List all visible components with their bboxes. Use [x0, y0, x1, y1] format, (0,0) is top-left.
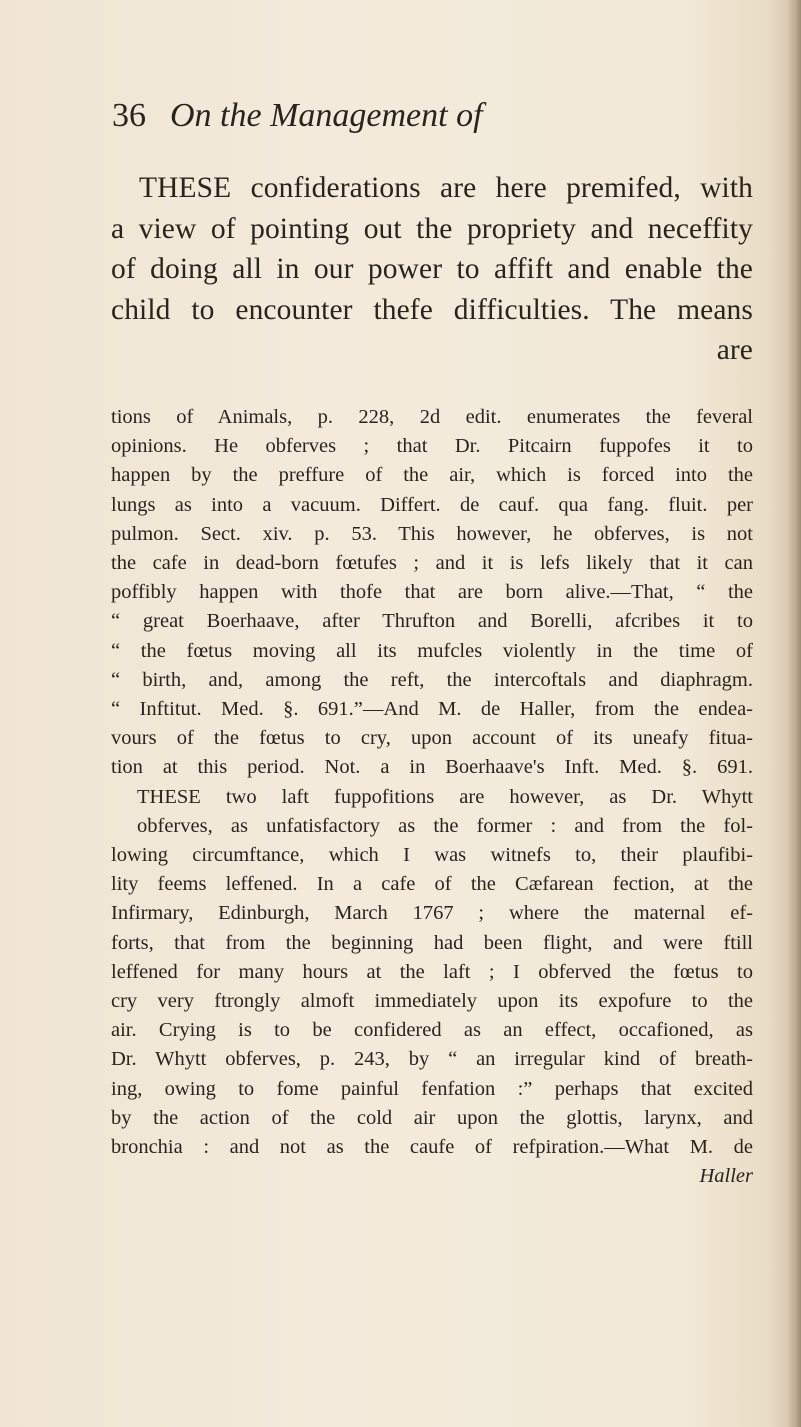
footnote-line: “ Inftitut. Med. §. 691.”—And M. de Haller, from the endea-	[111, 698, 753, 721]
footnote-line: air. Crying is to be confidered as an effect, occafioned, as	[111, 1019, 753, 1042]
footnote-line: by the action of the cold air upon the glottis, larynx, and	[111, 1106, 753, 1129]
footnote-line: lowing circumftance, which I was witnefs to, their plaufibi-	[111, 844, 753, 867]
footnote-line: leffened for many hours at the laft ; I obferved the fœtus to	[111, 960, 753, 983]
footnote-line: opinions. He obferves ; that Dr. Pitcairn fuppofes it to	[111, 435, 753, 458]
footnote-line: poffibly happen with thofe that are born alive.—That, “ the	[111, 581, 753, 604]
footnote-line: Dr. Whytt obferves, p. 243, by “ an irregular kind of breath-	[111, 1048, 753, 1071]
main-line: child to encounter thefe difficulties. The means	[111, 293, 753, 326]
main-paragraph	[111, 168, 753, 371]
footnote-line: bronchia : and not as the caufe of refpiration.—What M. de	[111, 1136, 753, 1159]
footnote-line: ing, owing to fome painful fenfation :” perhaps that excited	[111, 1077, 753, 1100]
footnote-line: “ the fœtus moving all its mufcles violently in the time of	[111, 639, 753, 662]
footnote-line: cry very ftrongly almoft immediately upon its expofure to the	[111, 990, 753, 1013]
footnote-line: lungs as into a vacuum. Differt. de cauf. qua fang. fluit. per	[111, 493, 753, 516]
footnote-line: tion at this period. Not. a in Boerhaave's Inft. Med. §. 691.	[111, 756, 753, 779]
main-line: a view of pointing out the propriety and neceffity	[111, 212, 753, 245]
footnote-line: pulmon. Sect. xiv. p. 53. This however, he obferves, is not	[111, 522, 753, 545]
footnote-line: obferves, as unfatisfactory as the former : and from the fol-	[137, 814, 753, 837]
page-header	[112, 96, 752, 146]
footnote-line: the cafe in dead-born fœtufes ; and it is lefs likely that it can	[111, 552, 753, 575]
footnote-line: happen by the preffure of the air, which is forced into the	[111, 464, 753, 487]
footnote	[111, 403, 753, 1191]
footnote-line: tions of Animals, p. 228, 2d edit. enumerates the feveral	[111, 406, 753, 428]
footnote-line: vours of the fœtus to cry, upon account of its uneafy fitua-	[111, 727, 753, 750]
footnote-line: “ great Boerhaave, after Thrufton and Borelli, afcribes it to	[111, 610, 753, 633]
main-line: are	[716, 334, 753, 366]
catchword: Haller	[699, 1165, 753, 1188]
main-line: THESE confiderations are here premifed, with	[139, 172, 753, 204]
running-title: On the Management of	[170, 97, 483, 134]
footnote-line: Infirmary, Edinburgh, March 1767 ; where the maternal ef-	[111, 902, 753, 925]
main-line: of doing all in our power to affift and enable the	[111, 253, 753, 285]
page-number: 36	[112, 97, 146, 134]
page-edge-shadow	[787, 0, 801, 1427]
footnote-line: “ birth, and, among the reft, the intercoftals and diaphragm.	[111, 668, 753, 691]
footnote-line: lity feems leffened. In a cafe of the Cæfarean fection, at the	[111, 873, 753, 896]
footnote-line: THESE two laft fuppofitions are however, as Dr. Whytt	[137, 785, 753, 808]
footnote-line: forts, that from the beginning had been flight, and were ftill	[111, 931, 753, 954]
